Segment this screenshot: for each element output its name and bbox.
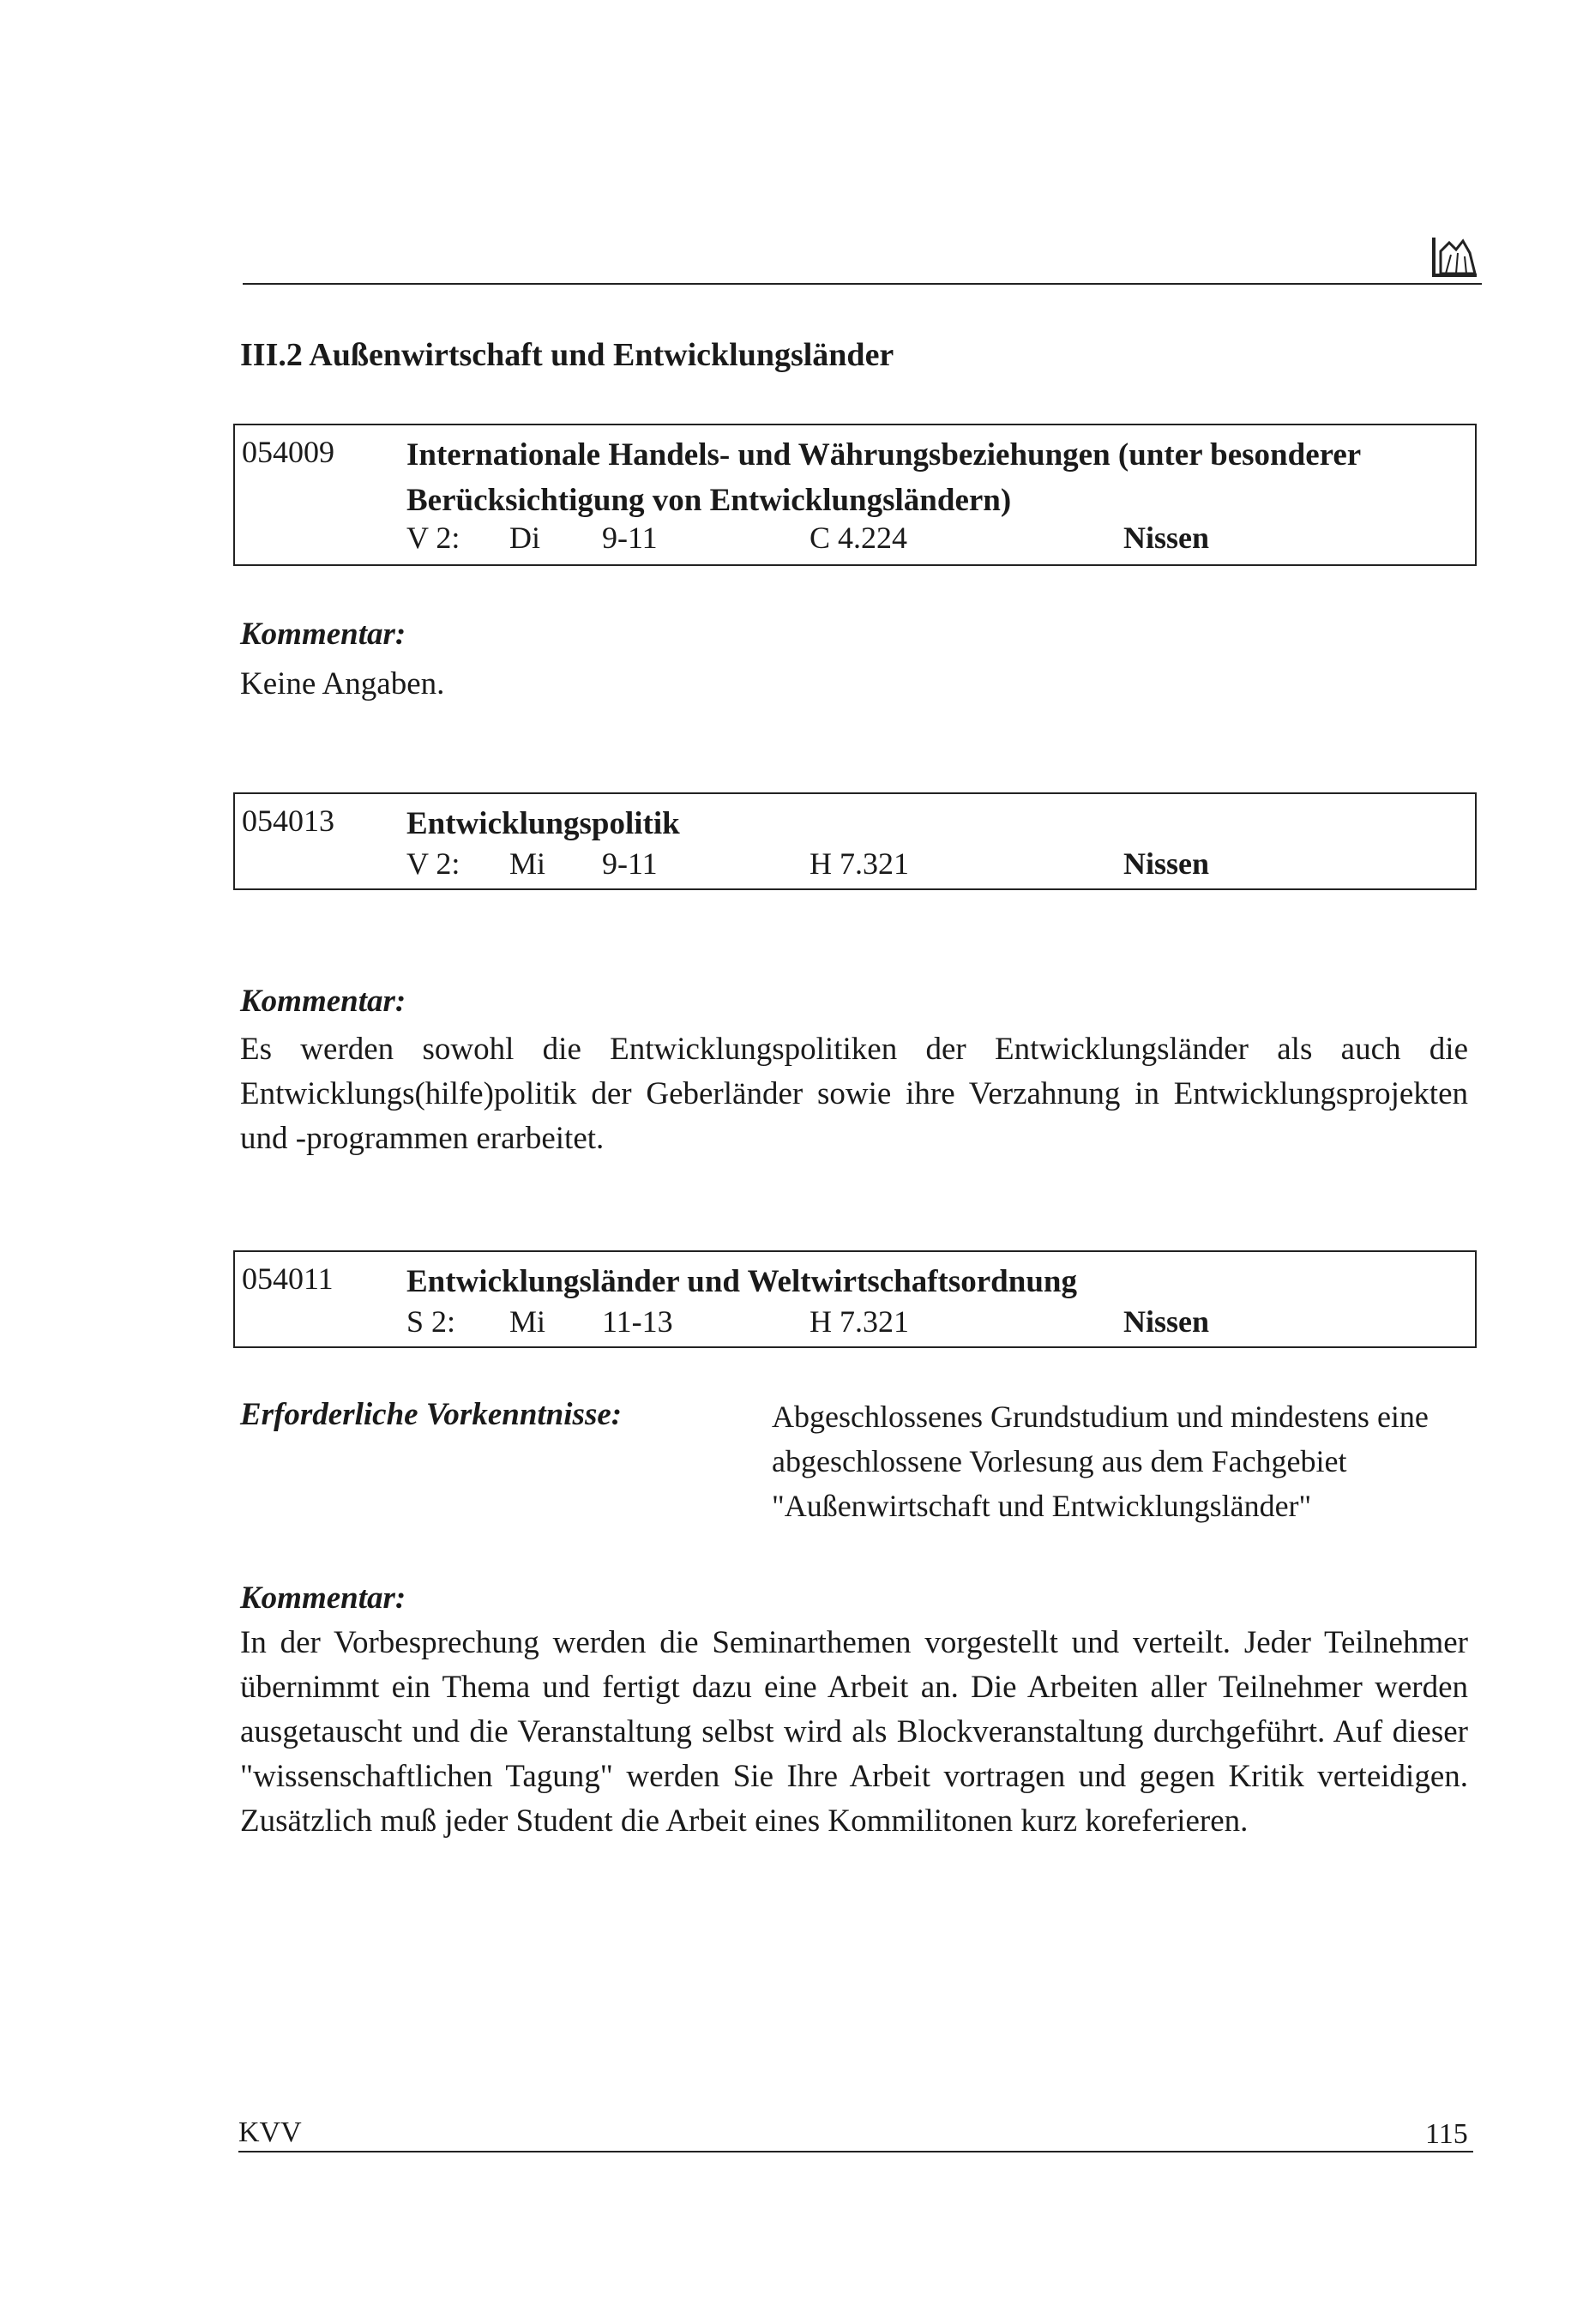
- comment-text: Es werden sowohl die Entwicklungspolitiken der Entwicklungsländer als auch die Entwicklungs(hilfe)politik der Geberländer sowie ihre Verzahnung in Entwicklungsprojekten und -programmen erarbeitet.: [240, 1032, 1468, 1156]
- university-logo-icon: [1430, 236, 1480, 280]
- course-day: Di: [509, 521, 540, 555]
- course-lecturer: Nissen: [1123, 521, 1210, 555]
- course-lecturer: Nissen: [1123, 846, 1210, 881]
- course-title: Internationale Handels- und Währungsbeziehungen (unter besonderer Berücksichtigung von Entwicklungsländern): [406, 437, 1361, 518]
- course-title: Entwicklungspolitik: [406, 806, 680, 841]
- course-id: 054011: [242, 1261, 334, 1296]
- course-time: 9-11: [602, 846, 658, 881]
- course-room: C 4.224: [810, 521, 908, 555]
- page-number: 115: [1425, 2118, 1468, 2150]
- comment-text: In der Vorbesprechung werden die Seminarthemen vorgestellt und verteilt. Jeder Teilnehmer übernimmt ein Thema und fertigt dazu eine Arbeit an. Die Arbeiten aller Teilnehmer werden ausgetauscht und die Veranstaltung selbst wird als Blockveranstaltung durchgeführt. Auf dieser "wissenschaftlichen Tagung" werden Sie Ihre Arbeit vortragen und gegen Kritik verteidigen. Zusätzlich muß jeder Student die Arbeit eines Kommilitonen kurz koreferieren.: [240, 1625, 1468, 1839]
- course-title: Entwicklungsländer und Weltwirtschaftsordnung: [406, 1264, 1077, 1299]
- course-time: 11-13: [602, 1304, 673, 1339]
- course-day: Mi: [509, 1304, 546, 1339]
- footer-label: KVV: [238, 2116, 302, 2148]
- section-heading: III.2 Außenwirtschaft und Entwicklungsländer: [240, 337, 894, 373]
- course-room: H 7.321: [810, 846, 909, 881]
- course-box-054011: [233, 1250, 1477, 1348]
- header-rule: [243, 283, 1482, 285]
- course-box-054013: [233, 792, 1477, 890]
- course-day: Mi: [509, 846, 546, 881]
- course-type: V 2:: [406, 521, 460, 555]
- course-id: 054013: [242, 804, 334, 838]
- course-type: S 2:: [406, 1304, 456, 1339]
- course-lecturer: Nissen: [1123, 1304, 1210, 1339]
- course-time: 9-11: [602, 521, 658, 555]
- comment-label: Kommentar:: [240, 1580, 406, 1616]
- prereq-text: Abgeschlossenes Grundstudium und mindestens eine abgeschlossene Vorlesung aus dem Fachgebiet "Außenwirtschaft und Entwicklungsländer": [772, 1400, 1429, 1523]
- comment-label: Kommentar:: [240, 984, 406, 1019]
- course-box-054009: [233, 424, 1477, 566]
- comment-text: Keine Angaben.: [240, 666, 445, 701]
- comment-label: Kommentar:: [240, 617, 406, 652]
- prereq-label: Erforderliche Vorkenntnisse:: [240, 1397, 623, 1432]
- course-id: 054009: [242, 435, 334, 469]
- course-type: V 2:: [406, 846, 460, 881]
- course-room: H 7.321: [810, 1304, 909, 1339]
- footer-rule: [238, 2151, 1473, 2152]
